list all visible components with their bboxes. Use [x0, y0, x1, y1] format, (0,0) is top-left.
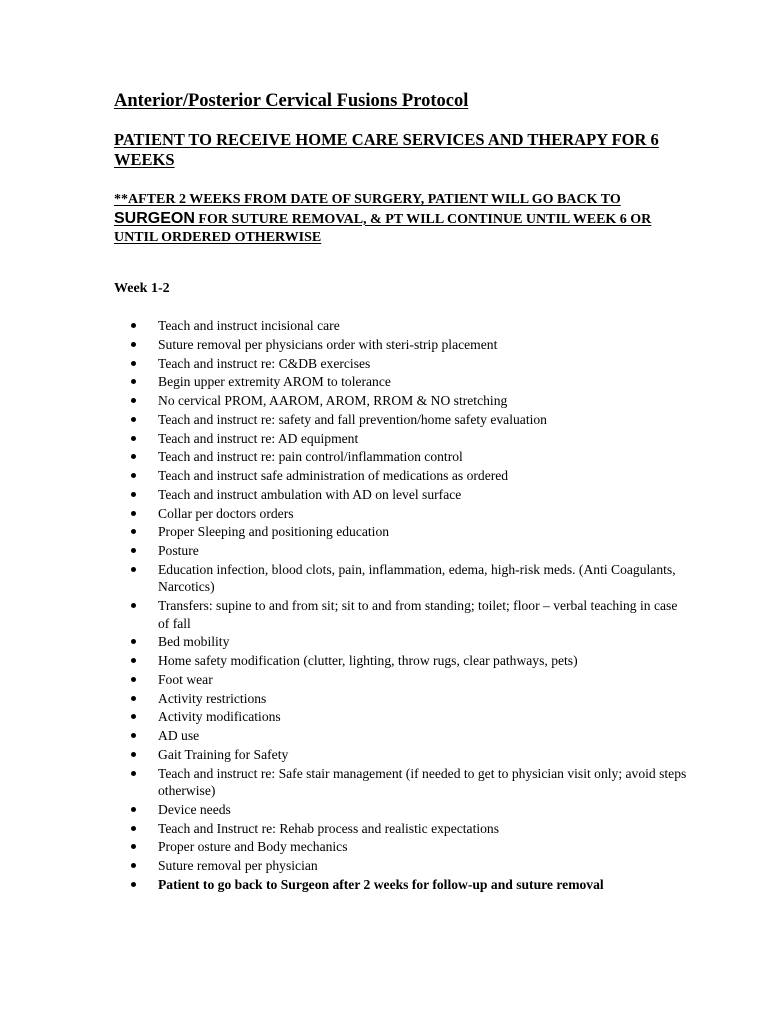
list-item-text: Teach and Instruct re: Rehab process and realistic expectations — [158, 820, 500, 836]
list-item-text: Activity modifications — [158, 709, 281, 725]
list-item-text: Posture — [158, 543, 199, 558]
list-item — [131, 486, 691, 504]
bullet-icon — [131, 361, 136, 366]
list-item — [131, 690, 691, 708]
task-list — [131, 317, 691, 895]
bullet-icon — [131, 398, 136, 403]
bullet-icon — [131, 379, 136, 384]
bullet-icon — [131, 863, 136, 868]
list-item — [131, 820, 691, 838]
list-item-text: Teach and instruct re: AD equipment — [158, 430, 359, 446]
list-item-text: Teach and instruct re: safety and fall prevention/home safety evaluation — [158, 411, 547, 427]
suture-removal-banner — [114, 191, 674, 248]
list-item — [131, 801, 691, 819]
bullet-icon — [131, 714, 136, 719]
list-item — [131, 336, 691, 354]
list-item-text: Home safety modification (clutter, lighting, throw rugs, clear pathways, pets) — [158, 653, 578, 668]
bullet-icon — [131, 567, 136, 572]
list-item-text: Teach and instruct re: Safe stair management (if needed to get to physician visit only; avoid steps otherwise) — [158, 765, 687, 798]
list-item — [131, 727, 691, 745]
bullet-icon — [131, 454, 136, 459]
bullet-icon — [131, 548, 136, 553]
list-item — [131, 857, 691, 875]
bullet-icon — [131, 417, 136, 422]
list-item — [131, 317, 691, 335]
bullet-icon — [131, 529, 136, 534]
list-item-text: Teach and instruct re: C&DB exercises — [158, 355, 371, 371]
list-item — [131, 746, 691, 764]
list-item — [131, 708, 691, 726]
list-item — [131, 542, 691, 560]
bullet-icon — [131, 771, 136, 776]
list-item-text: Activity restrictions — [158, 690, 267, 706]
bullet-icon — [131, 342, 136, 347]
list-item-text: Collar per doctors orders — [158, 505, 294, 521]
list-item-text: Device needs — [158, 801, 231, 817]
list-item-text: AD use — [158, 728, 200, 743]
list-item-text: Suture removal per physicians order with steri-strip placement — [158, 336, 498, 352]
bullet-icon — [131, 603, 136, 608]
week-heading: Week 1-2 — [114, 281, 170, 296]
suture-banner-part-3: FOR SUTURE REMOVAL, & PT WILL CONTINUE UNTIL WEEK 6 OR UNTIL ORDERED OTHERWISE — [114, 211, 652, 245]
document-title: Anterior/Posterior Cervical Fusions Protocol — [114, 91, 469, 111]
list-item — [131, 652, 691, 670]
list-item — [131, 765, 691, 800]
list-item-text: Gait Training for Safety — [158, 746, 289, 762]
list-item-text: Begin upper extremity AROM to tolerance — [158, 374, 391, 390]
bullet-icon — [131, 882, 136, 887]
list-item-text: Transfers: supine to and from sit; sit to and from standing; toilet; floor – verbal teaching in case of fall — [158, 598, 678, 631]
list-item — [131, 671, 691, 689]
list-item — [131, 561, 691, 596]
list-item — [131, 411, 691, 429]
bullet-icon — [131, 696, 136, 701]
list-item-final-note — [131, 876, 691, 894]
list-item-text: Bed mobility — [158, 634, 230, 650]
bullet-icon — [131, 807, 136, 812]
list-item — [131, 523, 691, 541]
bullet-icon — [131, 733, 136, 738]
bullet-icon — [131, 658, 136, 663]
suture-banner-part-1: **AFTER 2 WEEKS FROM DATE OF SURGERY, PATIENT WILL GO BACK TO — [114, 192, 621, 207]
bullet-icon — [131, 436, 136, 441]
list-item-text: Suture removal per physician — [158, 858, 318, 873]
list-item — [131, 373, 691, 391]
suture-banner-surgeon: SURGEON — [114, 209, 195, 227]
list-item — [131, 392, 691, 410]
bullet-icon — [131, 323, 136, 328]
home-care-banner: PATIENT TO RECEIVE HOME CARE SERVICES AND THERAPY FOR 6 WEEKS — [114, 130, 659, 169]
bullet-icon — [131, 752, 136, 757]
list-item — [131, 838, 691, 856]
bullet-icon — [131, 511, 136, 516]
list-item — [131, 597, 691, 632]
bullet-icon — [131, 844, 136, 849]
list-item-text: Proper osture and Body mechanics — [158, 839, 348, 855]
bullet-icon — [131, 492, 136, 497]
bullet-icon — [131, 473, 136, 478]
bullet-icon — [131, 826, 136, 831]
list-item — [131, 505, 691, 523]
list-item-text: Teach and instruct re: pain control/inflammation control — [158, 449, 463, 465]
list-item-text: Education infection, blood clots, pain, inflammation, edema, high-risk meds. (Anti Coagulants, Narcotics) — [158, 561, 676, 595]
list-item-text: Teach and instruct ambulation with AD on level surface — [158, 486, 462, 502]
list-item — [131, 467, 691, 485]
list-item — [131, 633, 691, 651]
list-item-text: Foot wear — [158, 671, 213, 687]
list-item-text: No cervical PROM, AAROM, AROM, RROM & NO stretching — [158, 393, 508, 408]
bullet-icon — [131, 677, 136, 682]
list-item — [131, 430, 691, 448]
list-item-text: Teach and instruct incisional care — [158, 318, 340, 333]
list-item-text: Teach and instruct safe administration of medications as ordered — [158, 468, 509, 483]
list-item — [131, 448, 691, 466]
list-item-text: Proper Sleeping and positioning education — [158, 524, 390, 540]
list-item — [131, 355, 691, 373]
bullet-icon — [131, 639, 136, 644]
list-item-text: Patient to go back to Surgeon after 2 weeks for follow-up and suture removal — [158, 876, 604, 892]
